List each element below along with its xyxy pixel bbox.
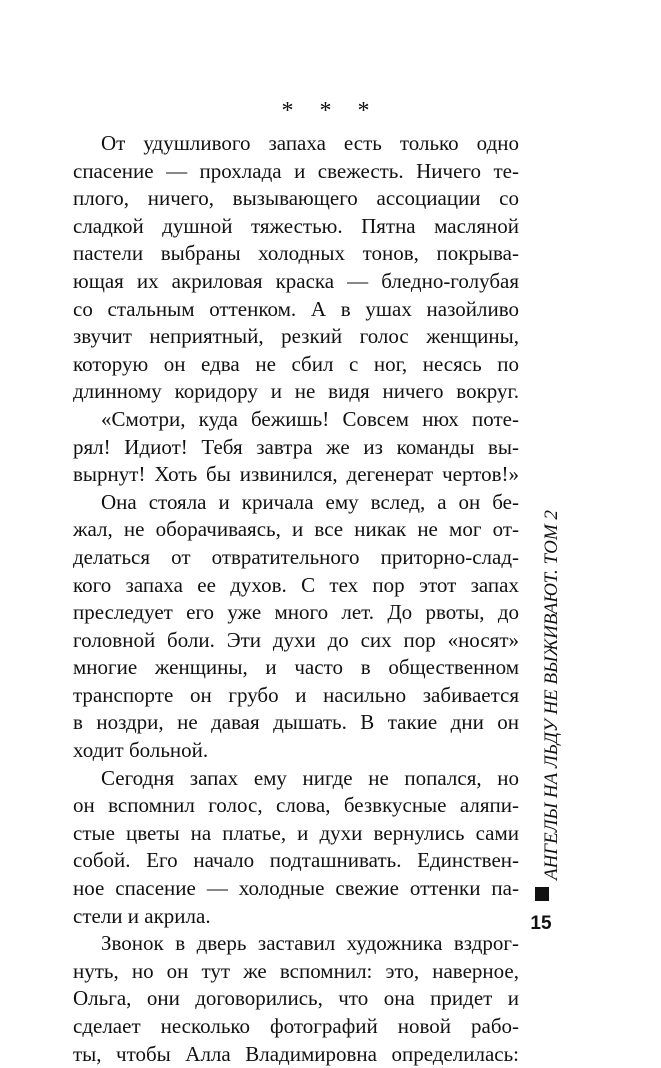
text-line: он вспомнил голос, слова, безвкусные аляпи- xyxy=(73,793,519,818)
section-separator: * * * xyxy=(281,98,380,124)
running-title: АНГЕЛЫ НА ЛЬДУ НЕ ВЫЖИВАЮТ. ТОМ 2 xyxy=(541,510,562,880)
text-line: ты, чтобы Алла Владимировна определилась: xyxy=(73,1041,519,1066)
text-line: длинному коридору и не видя ничего вокруг. xyxy=(73,379,519,404)
square-marker-icon xyxy=(535,887,549,901)
side-rail xyxy=(520,500,564,920)
text-line: От удушливого запаха есть только одно xyxy=(101,131,519,155)
text-line: плого, ничего, вызывающего ассоциации со xyxy=(73,186,519,211)
text-line: многие женщины, и часто в общественном xyxy=(73,655,519,680)
text-line: звучит неприятный, резкий голос женщины, xyxy=(73,324,519,349)
text-line: которую он едва не сбил с ног, несясь по xyxy=(73,351,519,376)
text-line: делаться от отвратительного приторно-слад- xyxy=(73,544,519,569)
text-line: сладкой душной тяжестью. Пятна масляной xyxy=(73,213,519,238)
text-line: пастели выбраны холодных тонов, покрыва- xyxy=(73,241,519,266)
body-text xyxy=(73,130,519,1068)
text-line: собой. Его начало подташнивать. Единствен- xyxy=(73,848,519,873)
page-number: 15 xyxy=(530,913,552,934)
text-line: со стальным оттенком. А в ушах назойливо xyxy=(73,296,519,321)
text-line: стели и акрила. xyxy=(73,903,211,928)
text-line: ходит больной. xyxy=(73,738,209,763)
text-line: ное спасение — холодные свежие оттенки па- xyxy=(73,876,519,901)
text-line: кого запаха ее духов. С тех пор этот запах xyxy=(73,572,519,597)
text-line: Она стояла и кричала ему вслед, а он бе- xyxy=(101,489,519,514)
text-line: «Смотри, куда бежишь! Совсем нюх поте- xyxy=(101,406,519,431)
text-line: спасение — прохлада и свежесть. Ничего те- xyxy=(73,158,519,183)
text-line: в ноздри, не давая дышать. В такие дни он xyxy=(73,710,519,735)
text-line: жал, не оборачиваясь, и все никак не мог от- xyxy=(73,517,519,542)
text-line: рял! Идиот! Тебя завтра же из команды вы- xyxy=(73,434,519,459)
text-line: Сегодня запах ему нигде не попался, но xyxy=(101,765,519,790)
text-line: Звонок в дверь заставил художника вздрог- xyxy=(101,931,519,956)
text-line: ющая их акриловая краска — бледно-голубая xyxy=(73,268,519,293)
text-line: транспорте он грубо и насильно забивается xyxy=(73,682,519,707)
text-line: нуть, но он тут же вспомнил: это, наверное, xyxy=(73,958,519,983)
text-line: сделает несколько фотографий новой рабо- xyxy=(73,1014,519,1038)
text-line: вырнут! Хоть бы извинился, дегенерат чертов!» xyxy=(73,462,519,487)
text-line: стые цветы на платье, и духи вернулись сами xyxy=(73,820,519,845)
text-line: Ольга, они договорились, что она придет и xyxy=(73,986,519,1011)
text-line: головной боли. Эти духи до сих пор «носят» xyxy=(73,627,519,652)
text-line: преследует его уже много лет. До рвоты, до xyxy=(73,600,519,625)
